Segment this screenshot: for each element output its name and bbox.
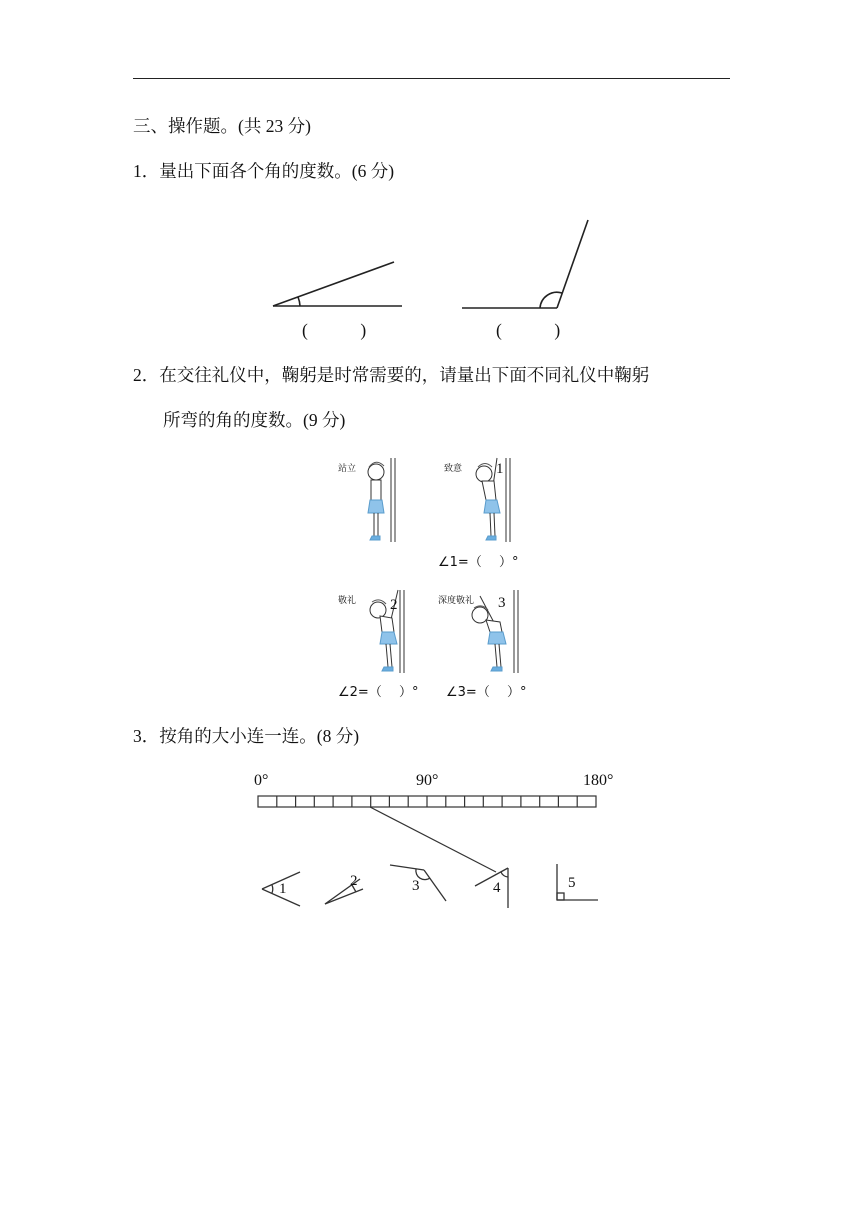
section-title: 三、操作题。(共 23 分)	[133, 116, 311, 136]
q1-answer-blank-right[interactable]: ( )	[496, 320, 561, 340]
label-greeting: 致意	[444, 464, 463, 474]
small-angle-5	[557, 864, 598, 900]
answer-angle-3[interactable]: ∠3=（ ）°	[446, 685, 527, 700]
angle-number-4: 4	[493, 880, 501, 896]
angle-label-3: 3	[498, 595, 506, 611]
angle-label-1: 1	[496, 461, 504, 477]
small-angle-4	[475, 868, 508, 908]
scale-label-90: 90°	[416, 772, 439, 789]
label-deep-bow: 深度敬礼	[438, 596, 475, 606]
q1-answer-blank-left[interactable]: ( )	[302, 320, 367, 340]
answer-angle-2[interactable]: ∠2=（ ）°	[338, 685, 419, 700]
q2-text-line1: 2．在交往礼仪中，鞠躬是时常需要的，请量出下面不同礼仪中鞠躬	[133, 365, 650, 385]
degree-scale	[258, 796, 596, 807]
answer-angle-1[interactable]: ∠1=（ ）°	[438, 555, 519, 570]
q3-text: 3．按角的大小连一连。(8 分)	[133, 726, 360, 746]
angle-number-2: 2	[350, 873, 358, 889]
angle-number-3: 3	[412, 878, 420, 894]
scale-label-0: 0°	[254, 772, 269, 789]
q1-text: 1．量出下面各个角的度数。(6 分)	[133, 161, 395, 181]
scale-label-180: 180°	[583, 772, 614, 789]
label-standing: 站立	[338, 464, 357, 474]
connecting-line	[370, 807, 496, 872]
q2-text-line2: 所弯的角的度数。(9 分)	[163, 410, 346, 430]
angle-label-2: 2	[390, 597, 398, 613]
label-salute: 敬礼	[338, 596, 357, 606]
angle-number-5: 5	[568, 875, 576, 891]
angle-number-1: 1	[279, 881, 287, 897]
